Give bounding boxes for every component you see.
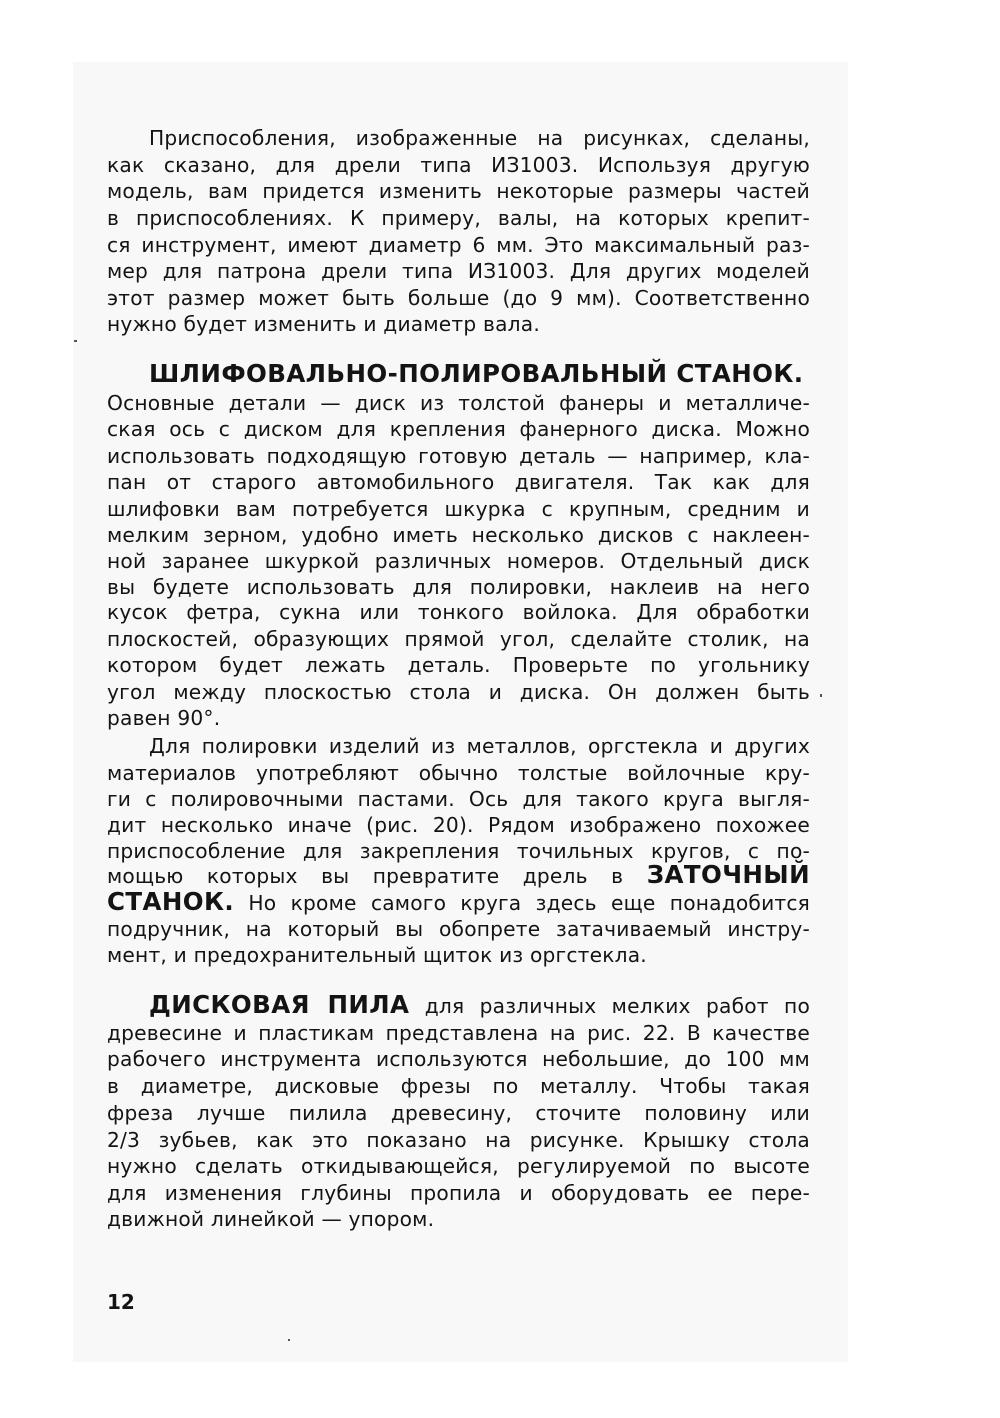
text-fragment: Но кроме самого круга здесь еще понадобится	[248, 891, 810, 915]
text-line: фреза лучше пилила древесину, сточите половину или	[107, 1101, 810, 1125]
text-line: нужно сделать откидывающейся, регулируемой по высоте	[107, 1154, 810, 1178]
text-line: подручник, на который вы обопрете затачиваемый инстру-	[107, 917, 810, 941]
text-line: движной линейкой — упором.	[107, 1207, 435, 1231]
text-line: ной заранее шкуркой различных номеров. Отдельный диск	[107, 549, 810, 573]
text-line: Для полировки изделий из металлов, оргстекла и других	[149, 734, 810, 758]
section-heading-grinding: ШЛИФОВАЛЬНО-ПОЛИРОВАЛЬНЫЙ СТАНОК.	[149, 359, 804, 388]
text-line	[149, 991, 810, 1019]
text-fragment: для различных мелких работ по	[424, 994, 810, 1018]
text-line: древесине и пластикам представлена на рис. 22. В качестве	[107, 1021, 810, 1045]
text-line: в приспособлениях. К примеру, валы, на которых крепит-	[107, 206, 810, 230]
text-line: угол между плоскостью стола и диска. Он должен быть	[107, 680, 810, 704]
text-line: нужно будет изменить и диаметр вала.	[107, 312, 540, 336]
text-line: этот размер может быть больше (до 9 мм). Соответственно	[107, 286, 810, 310]
text-line: модель, вам придется изменить некоторые размеры частей	[107, 179, 810, 203]
section-heading-saw: ДИСКОВАЯ ПИЛА	[149, 990, 410, 1019]
text-fragment: мощью которых вы превратите дрель в	[107, 864, 624, 888]
scan-speck	[820, 694, 822, 697]
text-line: мелким зерном, удобно иметь несколько дисков с наклеен-	[107, 523, 810, 547]
text-line: вы будете использовать для полировки, наклеив на него	[107, 575, 810, 599]
text-line: приспособление для закрепления точильных кругов, с по-	[107, 839, 810, 863]
text-line: пан от старого автомобильного двигателя. Так как для	[107, 470, 810, 494]
text-line	[107, 888, 810, 916]
text-line: равен 90°.	[107, 706, 221, 730]
scan-speck	[74, 340, 77, 342]
text-line: ги с полировочными пастами. Ось для такого круга выгля-	[107, 787, 810, 811]
text-line: кусок фетра, сукна или тонкого войлока. Для обработки	[107, 600, 810, 624]
scan-speck	[288, 1339, 290, 1341]
text-line: шлифовки вам потребуется шкурка с крупным, средним и	[107, 497, 810, 521]
text-line: Приспособления, изображенные на рисунках, сделаны,	[149, 126, 810, 150]
text-line: в диаметре, дисковые фрезы по металлу. Чтобы такая	[107, 1074, 810, 1098]
text-line: Основные детали — диск из толстой фанеры и металличе-	[107, 391, 810, 415]
text-line: плоскостей, образующих прямой угол, сделайте столик, на	[107, 627, 810, 651]
text-line: мент, и предохранительный щиток из оргстекла.	[107, 943, 647, 967]
text-line: котором будет лежать деталь. Проверьте по угольнику	[107, 653, 810, 677]
text-line	[107, 861, 810, 889]
text-line: ская ось с диском для крепления фанерного диска. Можно	[107, 417, 810, 441]
text-line: дит несколько иначе (рис. 20). Рядом изображено похожее	[107, 813, 810, 837]
text-line: мер для патрона дрели типа ИЗ1003. Для других моделей	[107, 259, 810, 283]
inline-heading-sharpening: ЗАТОЧНЫЙ	[646, 860, 810, 889]
text-line: рабочего инструмента используются небольшие, до 100 мм	[107, 1047, 810, 1071]
page-number: 12	[107, 1290, 135, 1314]
inline-heading-sharpening-cont: СТАНОК.	[107, 887, 235, 916]
text-line: ся инструмент, имеют диаметр 6 мм. Это максимальный раз-	[107, 233, 810, 257]
text-line: как сказано, для дрели типа ИЗ1003. Используя другую	[107, 153, 810, 177]
text-line: 2/3 зубьев, как это показано на рисунке. Крышку стола	[107, 1128, 810, 1152]
text-line: материалов употребляют обычно толстые войлочные кру-	[107, 761, 810, 785]
text-line: для изменения глубины пропила и оборудовать ее пере-	[107, 1181, 810, 1205]
text-line: использовать подходящую готовую деталь — например, кла-	[107, 444, 810, 468]
